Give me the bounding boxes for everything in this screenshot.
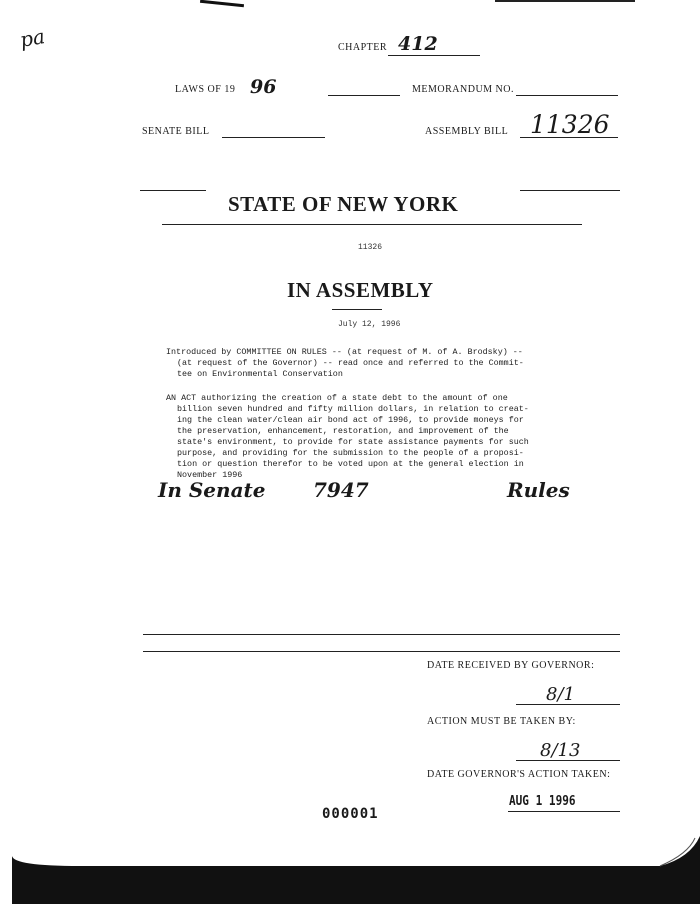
date-received-line — [516, 704, 620, 705]
action-must-label: ACTION MUST BE TAKEN BY: — [427, 716, 576, 727]
bottom-rule-1 — [143, 634, 620, 635]
act-line: ing the clean water/clean air bond act of 1996, to provide moneys for — [177, 415, 524, 425]
assembly-bill-label: ASSEMBLY BILL — [425, 126, 509, 137]
laws-line — [328, 95, 400, 96]
action-taken-stamp: AUG 1 1996 — [509, 794, 576, 809]
chapter-line — [388, 55, 480, 56]
page-number: 000001 — [322, 806, 379, 822]
chapter-value: 412 — [398, 33, 438, 55]
assembly-bill-value: 11326 — [530, 110, 610, 139]
date-received-value: 8/1 — [546, 684, 575, 705]
chamber-title: IN ASSEMBLY — [287, 278, 434, 302]
laws-label: LAWS OF 19 — [175, 84, 236, 95]
act-line: billion seven hundred and fifty million dollars, in relation to creat- — [177, 404, 529, 414]
chamber-title-underline — [332, 309, 382, 310]
bill-top-rule-left — [140, 190, 206, 191]
action-must-line — [516, 760, 620, 761]
assembly-bill-line — [520, 137, 618, 138]
introduced-line: (at request of the Governor) -- read once and referred to the Commit- — [177, 358, 524, 368]
date-received-label: DATE RECEIVED BY GOVERNOR: — [427, 660, 595, 671]
act-line: AN ACT authorizing the creation of a state debt to the amount of one — [166, 393, 508, 403]
act-line: state's environment, to provide for state assistance payments for such — [177, 437, 529, 447]
act-line: November 1996 — [177, 470, 243, 480]
scan-bottom-band — [0, 836, 700, 904]
laws-year-value: 96 — [250, 76, 277, 98]
act-line: purpose, and providing for the submission to the people of a proposi- — [177, 448, 524, 458]
bottom-rule-2 — [143, 651, 620, 652]
state-title-underline — [162, 224, 582, 225]
state-title: STATE OF NEW YORK — [228, 192, 459, 216]
introduced-line: Introduced by COMMITTEE ON RULES -- (at request of M. of A. Brodsky) -- — [166, 347, 523, 357]
bill-date: July 12, 1996 — [338, 320, 401, 329]
introduced-paragraph — [166, 347, 524, 380]
act-paragraph — [166, 393, 529, 481]
act-line: tion or question therefor to be voted upon at the general election in — [177, 459, 524, 469]
senate-bill-line — [222, 137, 325, 138]
memorandum-label: MEMORANDUM NO. — [412, 84, 515, 95]
action-taken-line — [508, 811, 620, 812]
senate-number-note: 7947 — [313, 478, 369, 502]
action-taken-label: DATE GOVERNOR'S ACTION TAKEN: — [427, 769, 611, 780]
committee-note: Rules — [507, 478, 570, 502]
margin-note: pa — [18, 24, 47, 52]
in-senate-note: In Senate — [158, 478, 266, 502]
act-line: the preservation, enhancement, restoration, and improvement of the — [177, 426, 509, 436]
senate-bill-label: SENATE BILL — [142, 126, 210, 137]
introduced-line: tee on Environmental Conservation — [177, 369, 343, 379]
bill-top-rule-right — [520, 190, 620, 191]
action-must-value: 8/13 — [540, 740, 581, 761]
chapter-label: CHAPTER — [338, 42, 388, 53]
bill-number: 11326 — [358, 243, 383, 252]
scan-mark-top-right — [495, 0, 635, 2]
scan-mark-top — [200, 0, 244, 7]
memorandum-line — [516, 95, 618, 96]
